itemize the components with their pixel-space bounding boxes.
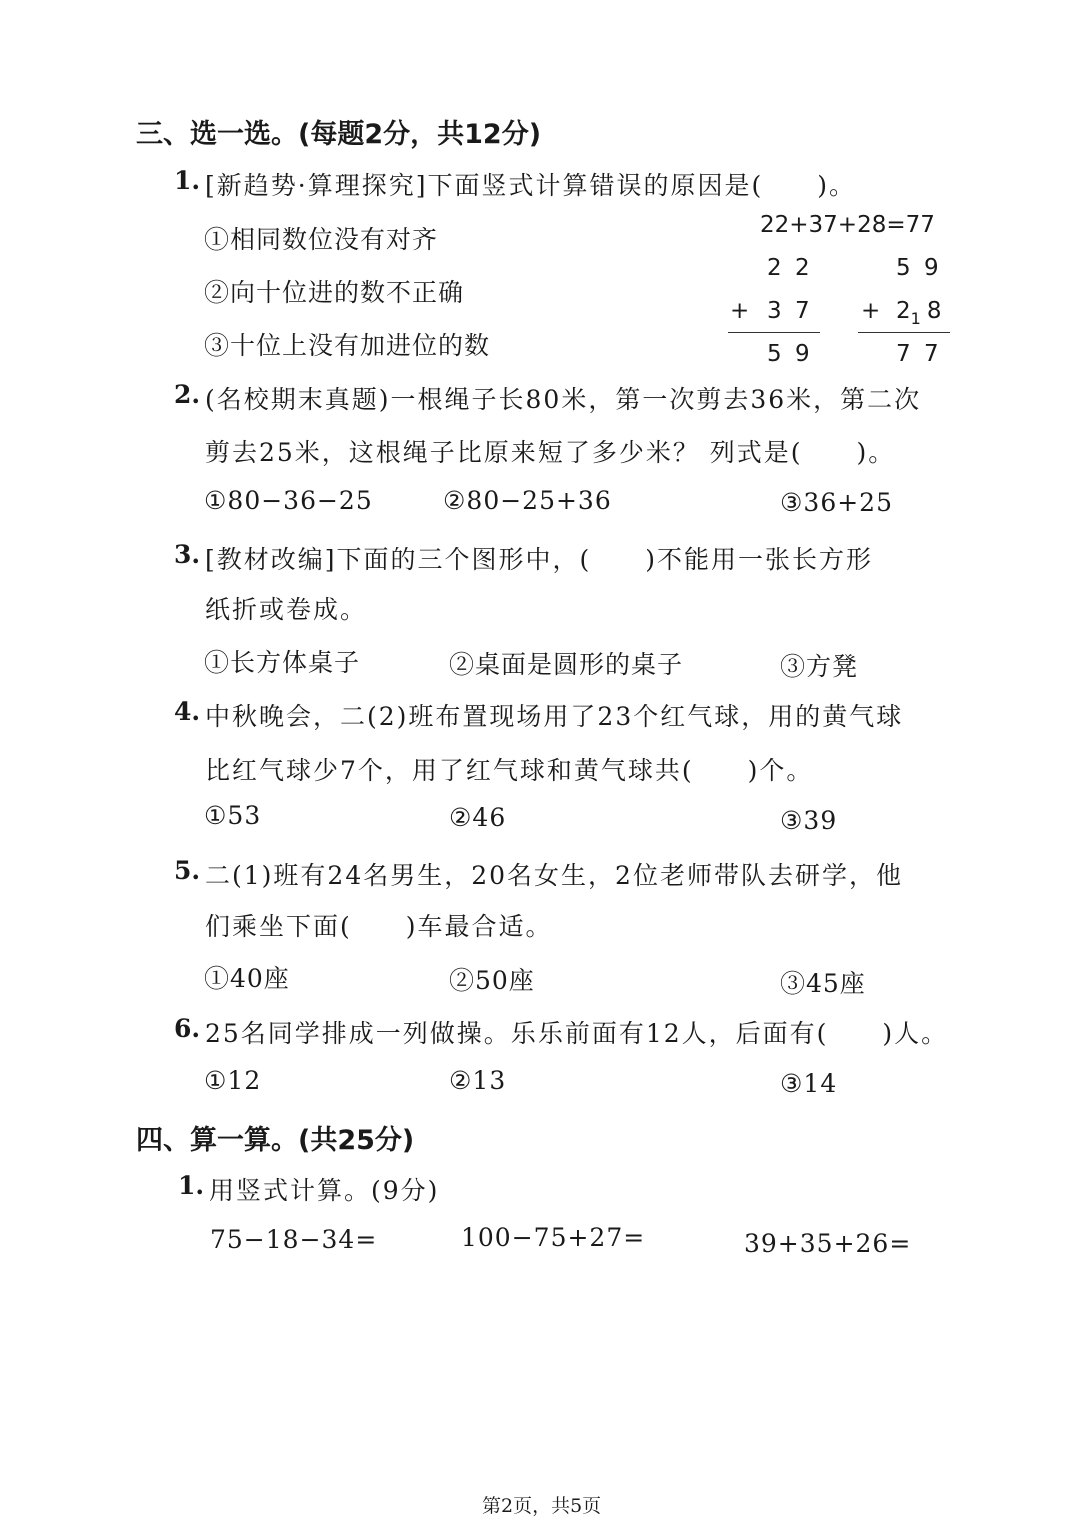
calc-left-result: 5 9 [767,341,810,367]
option: ②向十位进的数不正确 [204,278,465,307]
option: ②80−25+36 [443,486,612,515]
calc-left-rule [728,332,820,333]
question-text: 们乘坐下面( )车最合适。 [205,912,553,941]
calc-expression: 75−18−34= [210,1225,378,1254]
option: ③十位上没有加进位的数 [204,331,491,360]
option: ③14 [780,1069,838,1098]
question-text: 二(1)班有24名男生，20名女生，2位老师带队去研学，他 [205,861,903,890]
page-footer: 第2页，共5页 [482,1495,602,1517]
option: ③39 [780,806,838,835]
calc-right-digit: 2 [896,298,911,324]
calc-left-plus: + [730,298,750,324]
calc-right-plus: + [861,298,881,324]
calc-right-result: 7 7 [896,341,939,367]
calc-right-mid [896,298,942,328]
calc-left-mid: 3 7 [767,298,810,324]
question-text: 25名同学排成一列做操。乐乐前面有12人，后面有( )人。 [205,1019,949,1048]
question-text: 剪去25米，这根绳子比原来短了多少米？ 列式是( )。 [205,438,896,467]
question-number: 1. [178,1171,205,1200]
question-text: (名校期末真题)一根绳子长80米，第一次剪去36米，第二次 [205,385,922,414]
question-number: 2. [174,380,201,409]
calc-expression: 39+35+26= [744,1229,912,1258]
question-text: [教材改编]下面的三个图形中，( )不能用一张长方形 [205,545,874,574]
calc-left-top: 2 2 [767,255,810,281]
question-number: 1. [174,166,201,195]
calc-right-digit: 8 [926,298,942,324]
question-number: 6. [174,1014,201,1043]
option: ①12 [204,1066,262,1095]
option: ①80−36−25 [204,486,373,515]
section-title: 三、选一选。(每题2分，共12分) [136,119,542,150]
question-text: 纸折或卷成。 [205,595,368,624]
option: ③方凳 [780,652,859,681]
option: ②46 [449,803,507,832]
question-text: 用竖式计算。(9分) [209,1176,440,1205]
carry-digit: 1 [910,309,921,328]
calc-right-top: 5 9 [896,255,939,281]
option: ②50座 [449,966,535,995]
option: ③36+25 [780,488,893,517]
calc-right-rule [858,332,950,333]
option: ①53 [204,801,262,830]
question-number: 4. [174,697,201,726]
question-number: 3. [174,540,201,569]
question-number: 5. [174,856,201,885]
option: ②13 [449,1066,507,1095]
calc-expression: 100−75+27= [461,1223,646,1252]
option: ①相同数位没有对齐 [204,225,439,254]
option: ①40座 [204,964,290,993]
question-text: [新趋势·算理探究]下面竖式计算错误的原因是( )。 [205,171,856,200]
option: ①长方体桌子 [204,648,361,677]
section-title: 四、算一算。(共25分) [136,1125,415,1156]
calc-equation: 22+37+28=77 [760,212,935,238]
question-text: 比红气球少7个，用了红气球和黄气球共( )个。 [205,756,814,785]
question-text: 中秋晚会，二(2)班布置现场用了23个红气球，用的黄气球 [205,702,904,731]
option: ②桌面是圆形的桌子 [449,650,684,679]
option: ③45座 [780,969,866,998]
